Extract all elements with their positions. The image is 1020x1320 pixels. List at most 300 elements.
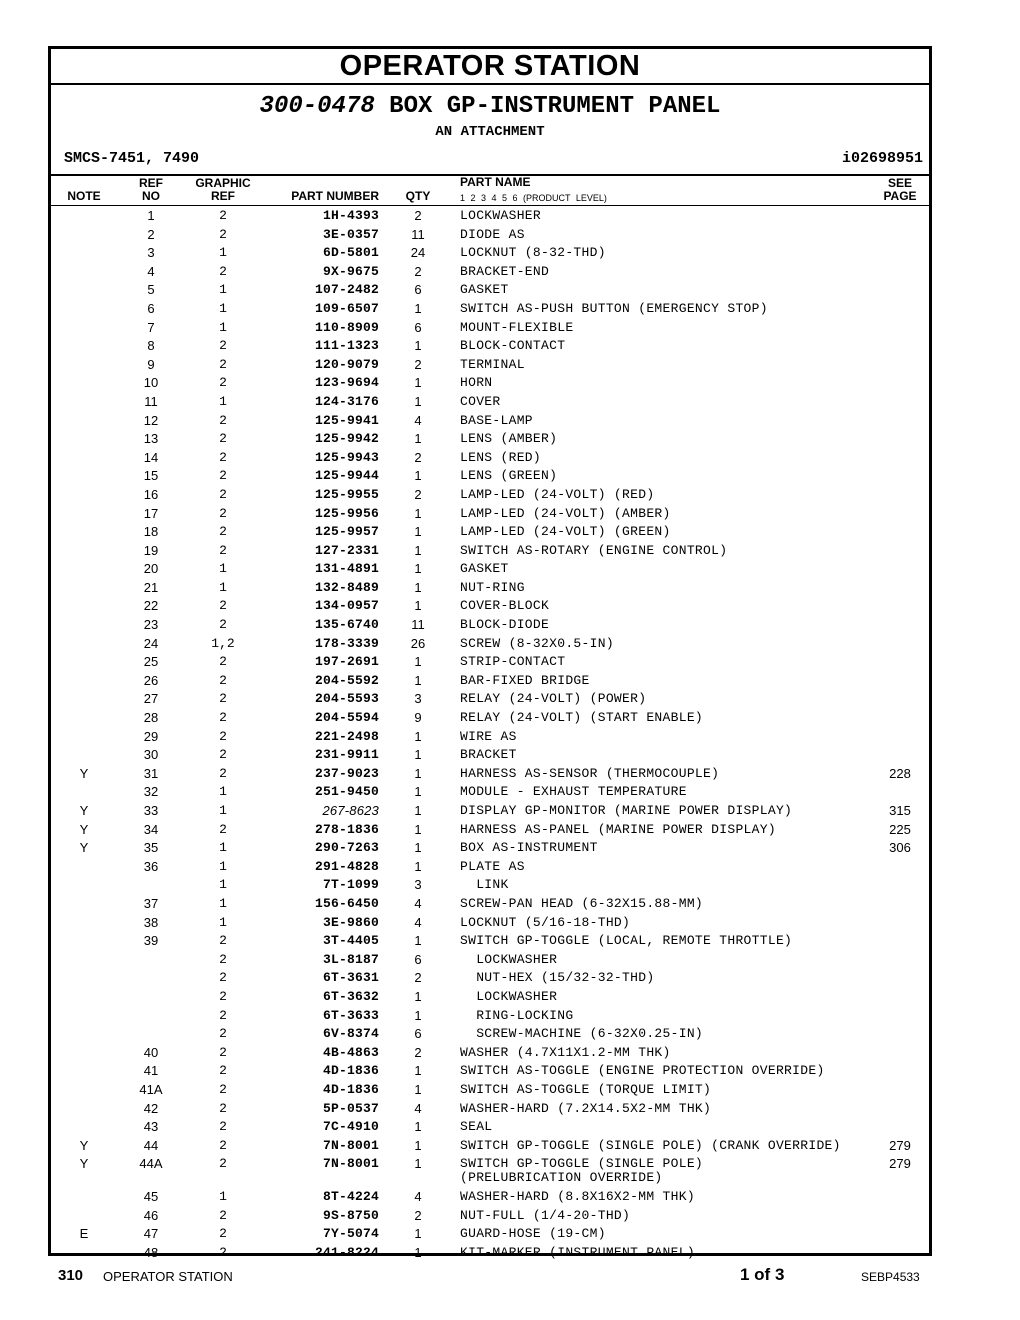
graphic-ref-cell: 2	[219, 765, 227, 781]
part-number-cell: 125-9943	[314, 449, 379, 465]
table-row	[51, 671, 929, 690]
graphic-ref-cell: 2	[219, 617, 227, 633]
graphic-ref-cell: 2	[219, 1207, 227, 1223]
part-name-cell: COVER	[460, 393, 501, 409]
qty-cell: 2	[414, 356, 422, 372]
qty-cell: 6	[414, 1026, 422, 1042]
ref-no-cell: 22	[143, 598, 159, 614]
part-number-cell: 8T-4224	[322, 1189, 379, 1205]
document-id: SEBP4533	[861, 1270, 920, 1284]
part-name-cell: MOUNT-FLEXIBLE	[460, 319, 574, 335]
illustration-id: i02698951	[841, 150, 923, 167]
qty-cell: 1	[414, 579, 422, 595]
qty-cell: 2	[414, 208, 422, 223]
ref-no-cell: 4	[147, 263, 155, 279]
qty-cell: 6	[414, 282, 422, 298]
part-name-cell: COVER-BLOCK	[460, 598, 550, 614]
table-row	[51, 745, 929, 764]
graphic-ref-cell: 2	[219, 970, 227, 986]
qty-cell: 2	[414, 970, 422, 986]
part-name-cell: DIODE AS	[460, 226, 525, 242]
group-number: 300-0478	[259, 93, 375, 120]
part-number-cell: 125-9955	[314, 486, 379, 502]
part-number-cell: 6T-3633	[322, 1007, 379, 1023]
table-row	[51, 429, 929, 448]
part-number-cell: 134-0957	[314, 598, 379, 614]
note-cell: Y	[79, 840, 89, 856]
part-number-cell: 197-2691	[314, 654, 379, 670]
see-page-cell: 225	[889, 821, 911, 837]
graphic-ref-cell: 2	[219, 1119, 227, 1135]
qty-cell: 4	[414, 1100, 422, 1116]
part-name-cell: BLOCK-CONTACT	[460, 338, 566, 354]
ref-no-cell: 6	[147, 300, 155, 316]
graphic-ref-cell: 2	[219, 1063, 227, 1079]
part-name-cell: NUT-HEX (15/32-32-THD)	[460, 970, 655, 986]
ref-no-cell: 41A	[139, 1081, 163, 1097]
smcs-code: SMCS-7451, 7490	[64, 150, 200, 167]
see-page-cell: 306	[889, 840, 911, 856]
part-name-cell: TERMINAL	[460, 356, 525, 372]
qty-cell: 2	[414, 1207, 422, 1223]
graphic-ref-cell: 2	[219, 1245, 227, 1261]
part-number-cell: 3E-0357	[322, 226, 379, 242]
table-row	[51, 1099, 929, 1118]
table-row	[51, 1043, 929, 1062]
table-row	[51, 931, 929, 950]
qty-cell: 2	[414, 1044, 422, 1060]
table-row	[51, 1006, 929, 1025]
qty-cell: 1	[414, 1007, 422, 1023]
ref-no-cell: 10	[143, 375, 159, 391]
part-name-cell: BRACKET-END	[460, 263, 550, 279]
part-number-cell: 3T-4405	[322, 933, 379, 949]
part-name-cell: SCREW-PAN HEAD (6-32X15.88-MM)	[460, 895, 704, 911]
part-name-cell: GASKET	[460, 282, 509, 298]
part-name-cell: LENS (RED)	[460, 449, 542, 465]
qty-cell: 1	[414, 542, 422, 558]
table-row	[51, 950, 929, 969]
page-of: 1 of 3	[740, 1265, 785, 1284]
qty-cell: 1	[414, 1137, 422, 1153]
part-name-cell: LOCKWASHER	[460, 208, 542, 223]
parts-table-body	[51, 206, 929, 1262]
table-row	[51, 336, 929, 355]
part-name-cell: SWITCH AS-ROTARY (ENGINE CONTROL)	[460, 542, 728, 558]
part-number-cell: 131-4891	[314, 561, 379, 577]
graphic-ref-cell: 1	[219, 393, 227, 409]
table-row	[51, 392, 929, 411]
ref-no-cell: 19	[143, 542, 159, 558]
part-number-cell: 204-5594	[314, 710, 379, 726]
ref-no-cell: 44A	[139, 1156, 163, 1172]
part-number-cell: 290-7263	[314, 840, 379, 856]
group-heading	[51, 94, 929, 120]
table-row	[51, 225, 929, 244]
graphic-ref-cell: 1	[219, 803, 227, 818]
col-graphic-line1: GRAPHIC	[195, 176, 251, 190]
qty-cell: 1	[414, 1063, 422, 1079]
part-name-cell: HARNESS AS-PANEL (MARINE POWER DISPLAY)	[460, 821, 776, 837]
part-name-cell: DISPLAY GP-MONITOR (MARINE POWER DISPLAY)	[460, 803, 793, 818]
see-page-cell: 315	[889, 803, 911, 818]
part-number-cell: 9S-8750	[322, 1207, 379, 1223]
part-name-cell: NUT-FULL (1/4-20-THD)	[460, 1207, 631, 1223]
table-row	[51, 652, 929, 671]
graphic-ref-cell: 1	[219, 561, 227, 577]
part-number-cell: 204-5592	[314, 672, 379, 688]
part-name-cell: LAMP-LED (24-VOLT) (RED)	[460, 486, 655, 502]
part-name-cell: LAMP-LED (24-VOLT) (AMBER)	[460, 505, 671, 521]
table-row	[51, 1187, 929, 1206]
qty-cell: 1	[414, 654, 422, 670]
note-cell: Y	[79, 821, 89, 837]
ref-no-cell: 41	[143, 1063, 159, 1079]
qty-cell: 1	[414, 524, 422, 540]
table-row	[51, 838, 929, 857]
graphic-ref-cell: 2	[219, 691, 227, 707]
qty-cell: 1	[414, 858, 422, 874]
qty-cell: 2	[414, 486, 422, 502]
ref-no-cell: 48	[143, 1245, 159, 1261]
ref-no-cell: 39	[143, 933, 159, 949]
col-see-page	[871, 177, 929, 203]
ref-no-cell: 45	[143, 1189, 159, 1205]
part-name-cell: LOCKWASHER	[460, 988, 558, 1004]
graphic-ref-cell: 2	[219, 933, 227, 949]
part-number-cell: 278-1836	[314, 821, 379, 837]
col-see-line2: PAGE	[883, 189, 917, 203]
qty-cell: 1	[414, 784, 422, 800]
part-number-cell: 291-4828	[314, 858, 379, 874]
ref-no-cell: 17	[143, 505, 159, 521]
part-name-cell: LAMP-LED (24-VOLT) (GREEN)	[460, 524, 671, 540]
qty-cell: 11	[411, 617, 425, 633]
graphic-ref-cell: 2	[219, 468, 227, 484]
graphic-ref-cell: 2	[219, 1156, 227, 1172]
table-row	[51, 1243, 929, 1262]
ref-no-cell: 29	[143, 728, 159, 744]
ref-no-cell: 9	[147, 356, 155, 372]
col-graphic-line2: REF	[211, 189, 235, 203]
part-number-cell: 125-9942	[314, 431, 379, 447]
part-number-cell: 123-9694	[314, 375, 379, 391]
note-cell: Y	[79, 1137, 89, 1153]
qty-cell: 1	[414, 598, 422, 614]
col-ref-no-line1: REF	[139, 176, 163, 190]
part-name-cell: SCREW (8-32X0.5-IN)	[460, 635, 614, 651]
ref-no-cell: 8	[147, 338, 155, 354]
ref-no-cell: 44	[143, 1137, 159, 1153]
col-qty: QTY	[405, 189, 431, 203]
part-number-cell: 221-2498	[314, 728, 379, 744]
product-levels: 1 2 3 4 5 6 (PRODUCT LEVEL)	[460, 193, 607, 203]
qty-cell: 1	[414, 672, 422, 688]
part-number-cell: 3E-9860	[322, 914, 379, 930]
col-see-line1: SEE	[887, 176, 912, 190]
ref-no-cell: 28	[143, 710, 159, 726]
qty-cell: 1	[414, 988, 422, 1004]
part-name-cell: BAR-FIXED BRIDGE	[460, 672, 590, 688]
qty-cell: 1	[414, 300, 422, 316]
table-row	[51, 448, 929, 467]
part-number-cell: 7N-8001	[322, 1156, 379, 1172]
graphic-ref-cell: 2	[219, 821, 227, 837]
part-name-cell: BLOCK-DIODE	[460, 617, 550, 633]
qty-cell: 6	[414, 319, 422, 335]
qty-cell: 3	[414, 877, 422, 893]
graphic-ref-cell: 2	[219, 1081, 227, 1097]
table-row	[51, 1154, 929, 1187]
part-name-cell: LENS (AMBER)	[460, 431, 558, 447]
qty-cell: 1	[414, 1081, 422, 1097]
table-row	[51, 875, 929, 894]
graphic-ref-cell: 2	[219, 1100, 227, 1116]
table-row	[51, 857, 929, 876]
part-number-cell: 1H-4393	[322, 208, 379, 223]
ref-no-cell: 24	[143, 635, 159, 651]
graphic-ref-cell: 2	[219, 672, 227, 688]
part-name-cell: SWITCH GP-TOGGLE (SINGLE POLE) (CRANK OVERRIDE)	[460, 1137, 841, 1153]
part-name-cell: SWITCH AS-TOGGLE (ENGINE PROTECTION OVERRIDE)	[460, 1063, 825, 1079]
part-name-cell: SEAL	[460, 1119, 493, 1135]
page-title: OPERATOR STATION	[51, 49, 929, 85]
qty-cell: 24	[410, 245, 426, 261]
part-name-cell: GASKET	[460, 561, 509, 577]
see-page-cell: 228	[889, 765, 911, 781]
part-name-cell: BRACKET	[460, 747, 517, 763]
table-row	[51, 634, 929, 653]
table-row	[51, 1136, 929, 1155]
ref-no-cell: 27	[143, 691, 159, 707]
part-name-cell: SWITCH AS-TOGGLE (TORQUE LIMIT)	[460, 1081, 712, 1097]
part-name-cell: SWITCH AS-PUSH BUTTON (EMERGENCY STOP)	[460, 300, 768, 316]
part-name-cell: WIRE AS	[460, 728, 517, 744]
part-name-cell: HARNESS AS-SENSOR (THERMOCOUPLE)	[460, 765, 720, 781]
graphic-ref-cell: 1,2	[211, 635, 235, 651]
part-name-cell: WASHER-HARD (8.8X16X2-MM THK)	[460, 1189, 695, 1205]
ref-no-cell: 21	[143, 579, 159, 595]
page-number: 310	[58, 1267, 84, 1284]
ref-no-cell: 43	[143, 1119, 159, 1135]
part-number-cell: 127-2331	[314, 542, 379, 558]
table-row	[51, 913, 929, 932]
part-number-cell: 4D-1836	[322, 1081, 379, 1097]
col-part-name: PART NAME	[460, 175, 531, 189]
note-cell: Y	[79, 803, 89, 818]
part-name-cell: WASHER-HARD (7.2X14.5X2-MM THK)	[460, 1100, 712, 1116]
see-page-cell: 279	[889, 1156, 911, 1172]
qty-cell: 1	[414, 840, 422, 856]
col-graphic-ref	[189, 177, 257, 203]
ref-no-cell: 40	[143, 1044, 159, 1060]
ref-no-cell: 47	[143, 1226, 159, 1242]
ref-no-cell: 34	[143, 821, 159, 837]
part-name-cell: LENS (GREEN)	[460, 468, 558, 484]
table-row	[51, 1224, 929, 1243]
ref-no-cell: 20	[143, 561, 159, 577]
part-number-cell: 110-8909	[314, 319, 379, 335]
ref-no-cell: 5	[147, 282, 155, 298]
qty-cell: 6	[414, 951, 422, 967]
part-number-cell: 9X-9675	[322, 263, 379, 279]
ref-no-cell: 18	[143, 524, 159, 540]
ref-no-cell: 14	[143, 449, 159, 465]
qty-cell: 1	[414, 505, 422, 521]
ref-no-cell: 36	[143, 858, 159, 874]
qty-cell: 2	[414, 263, 422, 279]
ref-no-cell: 15	[143, 468, 159, 484]
table-row	[51, 504, 929, 523]
table-row	[51, 206, 929, 225]
table-row	[51, 1080, 929, 1099]
table-row	[51, 764, 929, 783]
qty-cell: 4	[414, 1189, 422, 1205]
ref-no-cell: 26	[143, 672, 159, 688]
col-note: NOTE	[67, 189, 101, 203]
graphic-ref-cell: 2	[219, 1226, 227, 1242]
table-row	[51, 411, 929, 430]
table-row	[51, 968, 929, 987]
part-number-cell: 231-9911	[314, 747, 379, 763]
qty-cell: 1	[414, 1226, 422, 1242]
part-number-cell: 6D-5801	[322, 245, 379, 261]
table-row	[51, 262, 929, 281]
ref-no-cell: 46	[143, 1207, 159, 1223]
qty-cell: 1	[414, 561, 422, 577]
ref-no-cell: 16	[143, 486, 159, 502]
qty-cell: 11	[411, 226, 425, 242]
table-row	[51, 466, 929, 485]
part-number-cell: 135-6740	[314, 617, 379, 633]
graphic-ref-cell: 2	[219, 356, 227, 372]
part-number-cell: 7T-1099	[322, 877, 379, 893]
part-number-cell: 109-6507	[314, 300, 379, 316]
qty-cell: 1	[414, 393, 422, 409]
graphic-ref-cell: 1	[219, 319, 227, 335]
table-row	[51, 820, 929, 839]
part-number-cell: 125-9941	[314, 412, 379, 428]
part-number-cell: 111-1323	[314, 338, 379, 354]
ref-no-cell: 31	[143, 765, 159, 781]
ref-no-cell: 11	[144, 393, 158, 409]
part-name-cell: PLATE AS	[460, 858, 525, 874]
table-row	[51, 596, 929, 615]
see-page-cell: 279	[889, 1137, 911, 1153]
ref-no-cell: 33	[143, 803, 159, 818]
qty-cell: 2	[414, 449, 422, 465]
part-number-cell: 4D-1836	[322, 1063, 379, 1079]
table-row	[51, 243, 929, 262]
graphic-ref-cell: 2	[219, 524, 227, 540]
qty-cell: 1	[414, 1119, 422, 1135]
table-row	[51, 355, 929, 374]
table-row	[51, 689, 929, 708]
part-name-cell: KIT-MARKER (INSTRUMENT PANEL)	[460, 1245, 695, 1261]
graphic-ref-cell: 2	[219, 1007, 227, 1023]
qty-cell: 26	[410, 635, 426, 651]
part-name-cell: LOCKWASHER	[460, 951, 558, 967]
part-number-cell: 267-8623	[322, 803, 379, 818]
qty-cell: 4	[414, 895, 422, 911]
part-name-cell: NUT-RING	[460, 579, 525, 595]
part-name-cell: SWITCH GP-TOGGLE (SINGLE POLE) (PRELUBRICATION OVERRIDE)	[460, 1156, 704, 1186]
graphic-ref-cell: 1	[219, 858, 227, 874]
table-row	[51, 708, 929, 727]
qty-cell: 1	[414, 431, 422, 447]
ref-no-cell: 12	[143, 412, 159, 428]
part-number-cell: 6T-3632	[322, 988, 379, 1004]
group-name: BOX GP-INSTRUMENT PANEL	[389, 93, 721, 120]
part-number-cell: 125-9956	[314, 505, 379, 521]
col-part-number: PART NUMBER	[291, 189, 379, 203]
part-number-cell: 204-5593	[314, 691, 379, 707]
ref-no-cell: 1	[147, 208, 155, 223]
qty-cell: 1	[414, 728, 422, 744]
part-number-cell: 124-3176	[314, 393, 379, 409]
part-number-cell: 4B-4863	[322, 1044, 379, 1060]
ref-no-cell: 37	[143, 895, 159, 911]
part-name-cell: MODULE - EXHAUST TEMPERATURE	[460, 784, 687, 800]
note-cell: Y	[79, 765, 89, 781]
table-row	[51, 578, 929, 597]
ref-no-cell: 25	[143, 654, 159, 670]
part-number-cell: 237-9023	[314, 765, 379, 781]
table-row	[51, 1024, 929, 1043]
graphic-ref-cell: 1	[219, 895, 227, 911]
part-number-cell: 5P-0537	[322, 1100, 379, 1116]
part-number-cell: 7Y-5074	[322, 1226, 379, 1242]
table-row	[51, 782, 929, 801]
part-number-cell: 107-2482	[314, 282, 379, 298]
table-row	[51, 559, 929, 578]
graphic-ref-cell: 2	[219, 1137, 227, 1153]
graphic-ref-cell: 1	[219, 877, 227, 893]
part-number-cell: 156-6450	[314, 895, 379, 911]
ref-no-cell: 42	[143, 1100, 159, 1116]
graphic-ref-cell: 1	[219, 245, 227, 261]
qty-cell: 1	[414, 747, 422, 763]
part-number-cell: 125-9957	[314, 524, 379, 540]
attachment-label: AN ATTACHMENT	[435, 124, 545, 140]
table-row	[51, 1206, 929, 1225]
col-ref-no-line2: NO	[142, 189, 160, 203]
ref-no-cell: 23	[143, 617, 159, 633]
qty-cell: 1	[414, 1245, 422, 1261]
part-name-cell: SWITCH GP-TOGGLE (LOCAL, REMOTE THROTTLE)	[460, 933, 793, 949]
table-row	[51, 801, 929, 820]
graphic-ref-cell: 2	[219, 208, 227, 223]
table-row	[51, 373, 929, 392]
table-row	[51, 1117, 929, 1136]
part-name-cell: BOX AS-INSTRUMENT	[460, 840, 598, 856]
graphic-ref-cell: 2	[219, 951, 227, 967]
graphic-ref-cell: 2	[219, 412, 227, 428]
ref-no-cell: 30	[143, 747, 159, 763]
graphic-ref-cell: 2	[219, 263, 227, 279]
part-name-cell: GUARD-HOSE (19-CM)	[460, 1226, 606, 1242]
graphic-ref-cell: 2	[219, 542, 227, 558]
part-name-cell: STRIP-CONTACT	[460, 654, 566, 670]
table-row	[51, 1061, 929, 1080]
ref-no-cell: 3	[147, 245, 155, 261]
part-name-cell: RING-LOCKING	[460, 1007, 574, 1023]
graphic-ref-cell: 2	[219, 654, 227, 670]
table-row	[51, 894, 929, 913]
part-number-cell: 120-9079	[314, 356, 379, 372]
note-cell: Y	[79, 1156, 89, 1172]
qty-cell: 1	[414, 468, 422, 484]
